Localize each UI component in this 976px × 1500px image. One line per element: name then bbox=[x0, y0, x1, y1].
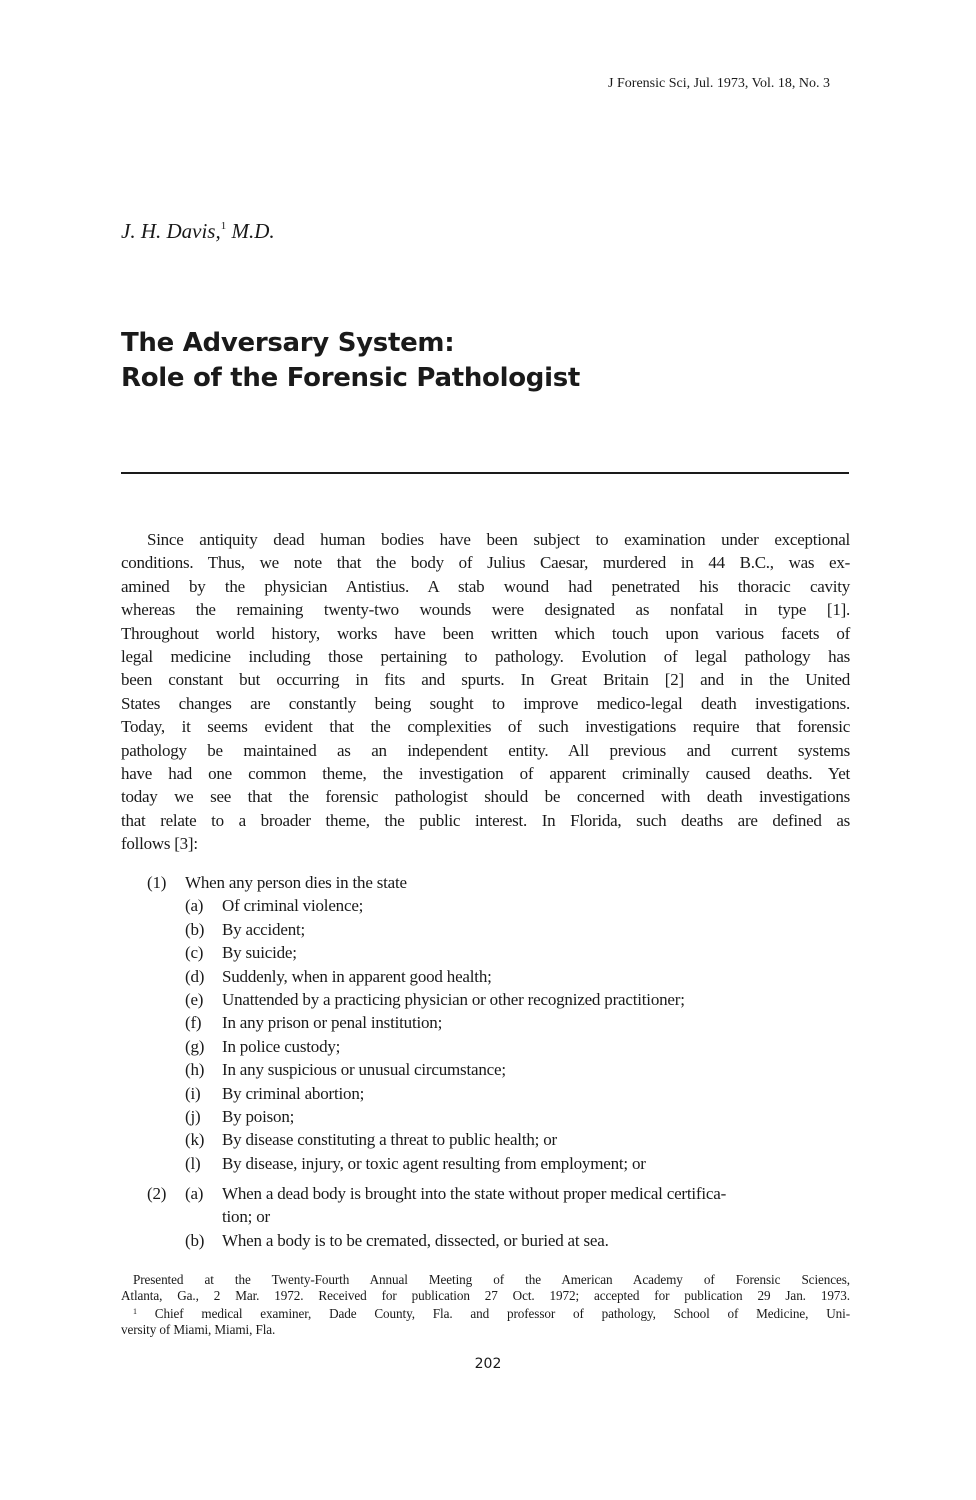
paragraph-line: that relate to a broader theme, the public interest. In Florida, such deaths are defined as bbox=[121, 810, 850, 830]
footnote-line: Presented at the Twenty-Fourth Annual Meeting of the American Academy of Forensic Sciences, bbox=[133, 1272, 850, 1287]
paragraph-line: Since antiquity dead human bodies have been subject to examination under exceptional bbox=[147, 530, 850, 549]
list-item bbox=[121, 918, 850, 941]
list-item bbox=[121, 871, 850, 894]
list-item-text: By disease constituting a threat to public health; or bbox=[222, 1130, 557, 1150]
list-letter: (a) bbox=[185, 896, 204, 916]
list-number: (1) bbox=[147, 873, 167, 892]
list-letter: (b) bbox=[185, 1230, 205, 1250]
list-item-text: In any suspicious or unusual circumstance; bbox=[222, 1060, 506, 1080]
page-number: 202 bbox=[474, 1356, 502, 1372]
list-letter: (f) bbox=[185, 1013, 202, 1033]
paragraph-line: amined by the physician Antistius. A stab wound had penetrated his thoracic cavity bbox=[121, 576, 850, 596]
list-item bbox=[121, 1152, 850, 1175]
list-item bbox=[121, 1035, 850, 1058]
list-item bbox=[121, 1082, 850, 1105]
list-item bbox=[121, 941, 850, 964]
list-item bbox=[121, 988, 850, 1011]
list-item-text: By accident; bbox=[222, 919, 306, 939]
list-letter: (k) bbox=[185, 1130, 205, 1150]
list-letter: (i) bbox=[185, 1083, 201, 1103]
list-item-text: tion; or bbox=[222, 1207, 270, 1227]
list-letter: (d) bbox=[185, 966, 205, 986]
footnote-line bbox=[121, 1304, 850, 1322]
journal-citation: J Forensic Sci, Jul. 1973, Vol. 18, No. 3 bbox=[608, 76, 830, 91]
footnote-text: versity of Miami, Miami, Fla. bbox=[121, 1322, 276, 1337]
body-paragraph bbox=[121, 528, 850, 855]
death-definitions-list bbox=[121, 871, 850, 1252]
list-item-text: By disease, injury, or toxic agent resulting from employment; or bbox=[222, 1153, 646, 1173]
article-title bbox=[121, 326, 580, 396]
list-item-text: When a body is to be cremated, dissected, or buried at sea. bbox=[222, 1230, 609, 1250]
list-letter: (a) bbox=[185, 1184, 204, 1204]
paragraph-line: Throughout world history, works have been written which touch upon various facets of bbox=[121, 623, 850, 643]
footnote-text: Chief medical examiner, Dade County, Fla. and professor of pathology, School of Medicine, Uni- bbox=[154, 1306, 850, 1321]
list-item bbox=[121, 1182, 850, 1205]
list-item-text: Suddenly, when in apparent good health; bbox=[222, 966, 492, 986]
author-degree: M.D. bbox=[226, 219, 275, 243]
paragraph-line: been constant but occurring in fits and spurts. In Great Britain [2] and in the United bbox=[121, 670, 850, 690]
list-item bbox=[121, 1105, 850, 1128]
paragraph-line: have had one common theme, the investigation of apparent criminally caused deaths. Yet bbox=[121, 763, 850, 783]
paragraph-line: today we see that the forensic pathologist should be concerned with death investigations bbox=[121, 787, 850, 807]
footnote-mark: 1 bbox=[133, 1307, 137, 1316]
list-item-text: By poison; bbox=[222, 1106, 295, 1126]
paragraph-line: whereas the remaining twenty-two wounds were designated as nonfatal in type [1]. bbox=[121, 600, 850, 620]
footnote-line: Atlanta, Ga., 2 Mar. 1972. Received for publication 27 Oct. 1972; accepted for publication 29 Jan. 1973. bbox=[121, 1288, 850, 1303]
list-letter: (l) bbox=[185, 1153, 201, 1173]
author-line bbox=[121, 219, 275, 244]
footnote-line bbox=[121, 1322, 850, 1338]
list-item bbox=[121, 894, 850, 917]
list-letter: (b) bbox=[185, 919, 205, 939]
paragraph-line: follows [3]: bbox=[121, 834, 198, 854]
list-item-text: In police custody; bbox=[222, 1036, 341, 1056]
list-item-text: Of criminal violence; bbox=[222, 896, 364, 916]
list-item-text: By criminal abortion; bbox=[222, 1083, 365, 1103]
list-item bbox=[121, 1128, 850, 1151]
list-item bbox=[121, 965, 850, 988]
paragraph-line: Today, it seems evident that the complexities of such investigations require that forensic bbox=[121, 717, 850, 737]
list-letter: (c) bbox=[185, 943, 204, 963]
list-letter: (j) bbox=[185, 1106, 201, 1126]
list-item bbox=[121, 1011, 850, 1034]
paragraph-line: pathology be maintained as an independent entity. All previous and current systems bbox=[121, 740, 850, 760]
title-line-2: Role of the Forensic Pathologist bbox=[121, 363, 581, 393]
list-item-text: When a dead body is brought into the state without proper medical certifica- bbox=[222, 1184, 727, 1204]
author-footnote-mark: 1 bbox=[220, 220, 227, 232]
list-item bbox=[121, 1205, 850, 1228]
paragraph-line: States changes are constantly being sought to improve medico-legal death investigations. bbox=[121, 693, 850, 713]
list-item-text: When any person dies in the state bbox=[185, 873, 407, 892]
author-name: J. H. Davis, bbox=[121, 219, 221, 243]
paragraph-line: legal medicine including those pertaining to pathology. Evolution of legal pathology has bbox=[121, 646, 850, 666]
footnotes bbox=[121, 1272, 850, 1338]
title-divider bbox=[121, 472, 849, 474]
list-item bbox=[121, 1058, 850, 1081]
list-item-text: In any prison or penal institution; bbox=[222, 1013, 443, 1033]
list-letter: (g) bbox=[185, 1036, 205, 1056]
list-item bbox=[121, 1229, 850, 1252]
list-letter: (e) bbox=[185, 989, 204, 1009]
title-line-1: The Adversary System: bbox=[121, 328, 455, 358]
paragraph-line: conditions. Thus, we note that the body of Julius Caesar, murdered in 44 B.C., was ex- bbox=[121, 553, 850, 573]
list-item-text: By suicide; bbox=[222, 943, 297, 963]
list-item-text: Unattended by a practicing physician or other recognized practitioner; bbox=[222, 989, 685, 1009]
list-letter: (h) bbox=[185, 1060, 205, 1080]
list-number: (2) bbox=[147, 1184, 167, 1204]
